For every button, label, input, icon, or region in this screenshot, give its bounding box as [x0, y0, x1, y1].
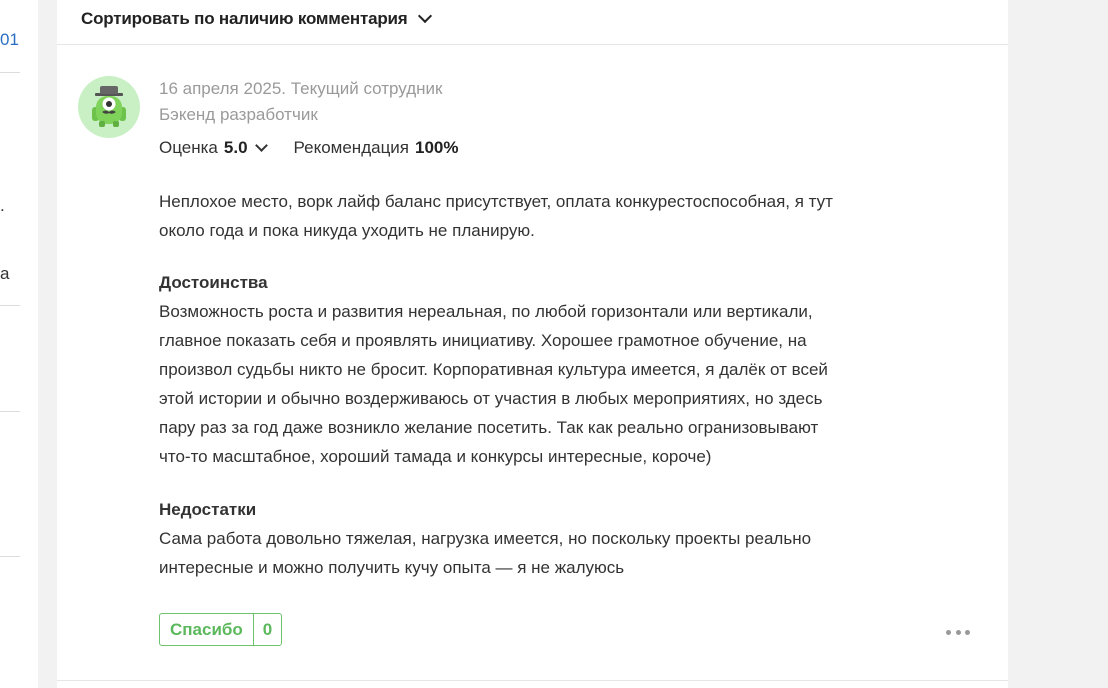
cons-text	[159, 524, 859, 582]
thanks-count: 0	[262, 619, 273, 639]
chevron-down-icon	[255, 139, 268, 152]
review-summary	[159, 187, 859, 245]
left-divider	[0, 72, 20, 73]
cons-title: Недостатки	[159, 500, 257, 519]
dot	[956, 630, 961, 635]
right-background	[1008, 0, 1108, 688]
dot	[946, 630, 951, 635]
pros-line: произвол судьбы никто не бросит. Корпоративная культура имеется, я далёк от всей	[159, 360, 828, 379]
rating-dropdown[interactable]	[224, 138, 266, 158]
review-summary-line: Неплохое место, ворк лайф баланс присутствует, оплата конкурестоспособная, я тут	[159, 192, 833, 211]
chevron-down-icon	[417, 9, 431, 23]
pros-line: главное показать себя и проявлять инициативу. Хорошее грамотное обучение, на	[159, 331, 807, 350]
pros-line: Возможность роста и развития нереальная, по любой горизонтали или вертикали,	[159, 302, 813, 321]
review-date-status: 16 апреля 2025. Текущий сотрудник	[159, 79, 443, 98]
rating-row	[159, 136, 459, 160]
pros-line: пару раз за год даже возникло желание посетить. Так как реально огранизовывают	[159, 418, 819, 437]
left-link-fragment[interactable]: 01	[0, 30, 19, 49]
left-divider	[0, 411, 20, 412]
rating-value: 5.0	[223, 138, 248, 157]
review-divider	[57, 680, 1008, 681]
thanks-button[interactable]	[159, 613, 282, 646]
left-text-fragment-dot: .	[0, 196, 5, 215]
recommend-label: Рекомендация	[293, 138, 410, 157]
monster-avatar-icon	[78, 76, 140, 138]
recommend-value: 100%	[415, 138, 459, 157]
avatar	[78, 76, 140, 138]
rating-label: Оценка	[159, 138, 218, 157]
sort-dropdown[interactable]	[81, 8, 430, 30]
cons-line: интересные и можно получить кучу опыта — я не жалуюсь	[159, 558, 625, 577]
gutter	[38, 0, 57, 688]
left-sidebar-fragment	[0, 0, 38, 688]
thanks-label: Спасибо	[160, 614, 254, 645]
sort-bar	[57, 0, 1008, 45]
pros-line: что-то масштабное, хороший тамада и конкурсы интересные, короче)	[159, 447, 712, 466]
pros-line: этой истории и обычно воздерживаюсь от участия в любых мероприятиях, но здесь	[159, 389, 823, 408]
reviews-panel	[57, 0, 1008, 688]
cons-line: Сама работа довольно тяжелая, нагрузка имеется, но поскольку проекты реально	[159, 529, 812, 548]
review-summary-line: около года и пока никуда уходить не планирую.	[159, 221, 535, 240]
sort-label: Сортировать по наличию комментария	[81, 9, 408, 28]
pros-title: Достоинства	[159, 273, 268, 292]
pros-text	[159, 297, 859, 471]
review-position: Бэкенд разработчик	[159, 105, 318, 124]
left-text-fragment-a: а	[0, 264, 10, 283]
dot	[965, 630, 970, 635]
left-divider	[0, 556, 20, 557]
left-divider	[0, 305, 20, 306]
more-dots-icon[interactable]	[946, 628, 970, 636]
